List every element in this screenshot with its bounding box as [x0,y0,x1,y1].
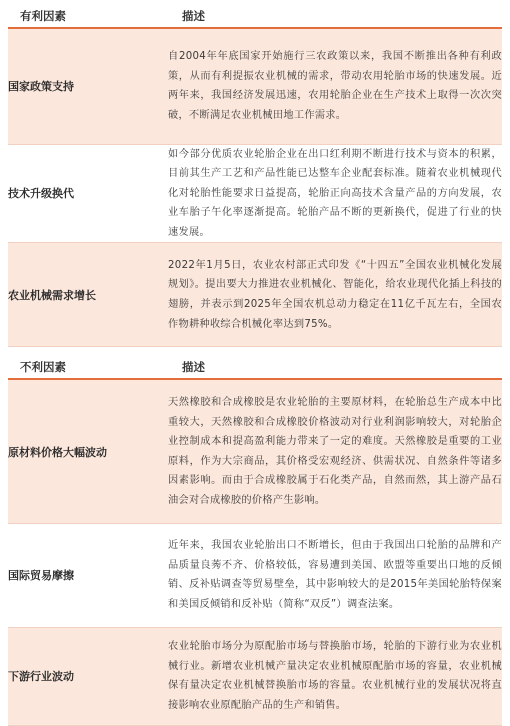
factors-table [8,5,502,726]
factor-desc: 天然橡胶和合成橡胶是农业轮胎的主要原材料，在轮胎总生产成本中比重较大，天然橡胶和合成橡胶价格波动对行业利润影响较大，对轮胎企业控制成本和提高盈利能力带来了一定的难度。天然橡胶是重要的工业原料，作为大宗商品，其价格受宏观经济、供需状况、自然条件等诸多因素影响。而由于合成橡胶属于石化类产品，自然而然，其上游产品石油会对合成橡胶的价格产生影响。 [168,379,502,523]
unfavorable-header-key: 不利因素 [8,356,168,379]
table-row [8,243,502,347]
favorable-header-key: 有利因素 [8,5,168,28]
table-row [8,144,502,243]
table-row [8,523,502,627]
factor-desc: 自2004年年底国家开始施行三农政策以来，我国不断推出各种有利政策，从而有利提振农业机械的需求，带动农用轮胎市场的快速发展。近两年来，我国经济发展迅速，农用轮胎企业在生产技术上取得一次次突破，不断满足农业机械田地工作需求。 [168,28,502,144]
table-row [8,28,502,144]
factor-key: 技术升级换代 [8,144,168,243]
table-row [8,379,502,523]
factor-desc: 如今部分优质农业轮胎企业在出口红利期不断进行技术与资本的积累，目前其生产工艺和产品性能已达整车企业配套标准。随着农业机械现代化对轮胎性能要求日益提高，轮胎正向高技术含量产品的方向发展，农业车胎子午化率逐渐提高。轮胎产品不断的更新换代，促进了行业的快速发展。 [168,144,502,243]
factor-desc: 农业轮胎市场分为原配胎市场与替换胎市场，轮胎的下游行业为农业机械行业。新增农业机械产量决定农业机械原配胎市场的容量，农业机械保有量决定农业机械替换胎市场的容量。农业机械行业的发展状况将直接影响农业原配胎产品的生产和销售。 [168,627,502,725]
factor-key: 原材料价格大幅波动 [8,379,168,523]
table-row [8,627,502,725]
favorable-header-desc: 描述 [168,5,502,28]
factor-key: 下游行业波动 [8,627,168,725]
factor-key: 农业机械需求增长 [8,243,168,347]
factor-desc: 近年来，我国农业轮胎出口不断增长，但由于我国出口轮胎的品牌和产品质量良莠不齐、价格较低，容易遭到美国、欧盟等重要出口地的反倾销、反补贴调查等贸易壁垒，其中影响较大的是2015年美国轮胎特保案和美国反倾销和反补贴（简称“双反”）调查法案。 [168,523,502,627]
favorable-header-row [8,5,502,28]
factor-key: 国际贸易摩擦 [8,523,168,627]
factor-desc: 2022年1月5日，农业农村部正式印发《“十四五”全国农业机械化发展规划》。提出要大力推进农业机械化、智能化，给农业现代化插上科技的翅膀，并表示到2025年全国农机总动力稳定在11亿千瓦左右，全国农作物耕种收综合机械化率达到75%。 [168,243,502,347]
unfavorable-header-desc: 描述 [168,356,502,379]
factor-key: 国家政策支持 [8,28,168,144]
section-gap [8,347,502,357]
unfavorable-header-row [8,356,502,379]
